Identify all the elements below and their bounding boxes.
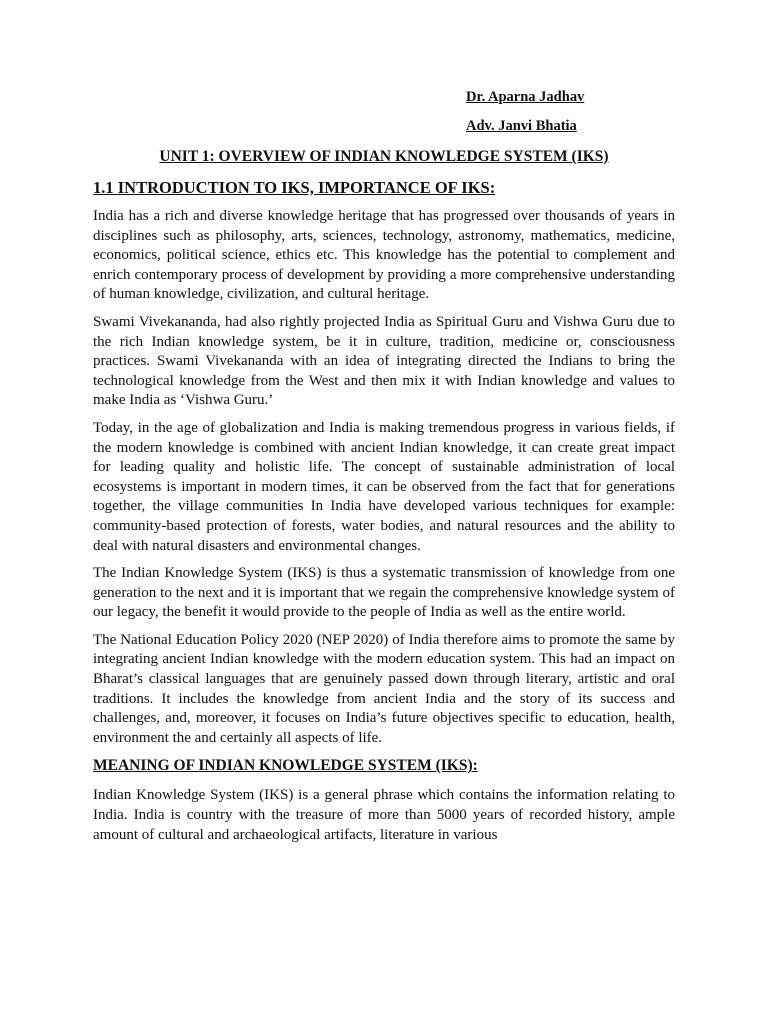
body-paragraph: The National Education Policy 2020 (NEP 2020) of India therefore aims to promote the same by integrating ancient Indian knowledge with the modern education system. This had an impact on Bharat’s classical languages that are genuinely passed down through literary, artistic and oral traditions. It includes the knowledge from ancient India and the story of its success and challenges, and, moreover, it focuses on India’s future objectives specific to education, health, environment the and certainly all aspects of life.: [93, 631, 675, 746]
author-name: Adv. Janvi Bhatia: [466, 118, 577, 134]
body-paragraph: Today, in the age of globalization and India is making tremendous progress in various fields, if the modern knowledge is combined with ancient Indian knowledge, it can create great impact for leading quality and holistic life. The concept of sustainable administration of local ecosystems is important in modern times, it can be observed from the fact that for generations together, the village communities In India have developed various techniques for example: community-based protection of forests, water bodies, and natural resources and the ability to deal with natural disasters and environmental changes.: [93, 419, 675, 554]
body-paragraph: The Indian Knowledge System (IKS) is thus a systematic transmission of knowledge from one generation to the next and it is important that we regain the comprehensive knowledge system of our legacy, the benefit it would provide to the people of India as well as the entire world.: [93, 565, 675, 621]
body-paragraph: India has a rich and diverse knowledge heritage that has progressed over thousands of years in disciplines such as philosophy, arts, sciences, technology, astronomy, mathematics, medicine, economics, political science, ethics etc. This knowledge has the potential to complement and enrich contemporary process of development by providing a more comprehensive understanding of human knowledge, civilization, and cultural heritage.: [93, 208, 675, 303]
author-name: Dr. Aparna Jadhav: [466, 89, 585, 105]
section-title: 1.1 INTRODUCTION TO IKS, IMPORTANCE OF IKS:: [93, 178, 496, 197]
unit-title: UNIT 1: OVERVIEW OF INDIAN KNOWLEDGE SYSTEM (IKS): [159, 148, 609, 165]
meaning-paragraph: Indian Knowledge System (IKS) is a general phrase which contains the information relating to India. India is country with the treasure of more than 5000 years of recorded history, ample amount of cultural and archaeological artifacts, literature in various: [93, 787, 675, 843]
author-block: [466, 88, 666, 146]
meaning-heading: MEANING OF INDIAN KNOWLEDGE SYSTEM (IKS):: [93, 757, 478, 775]
body-paragraph: Swami Vivekananda, had also rightly projected India as Spiritual Guru and Vishwa Guru due to the rich Indian knowledge system, be it in culture, tradition, medicine or, consciousness practices. Swami Vivekananda with an idea of integrating directed the Indians to bring the technological knowledge from the West and then mix it with Indian knowledge and values to make India as ‘Vishwa Guru.’: [93, 313, 675, 409]
document-body: [93, 207, 675, 853]
